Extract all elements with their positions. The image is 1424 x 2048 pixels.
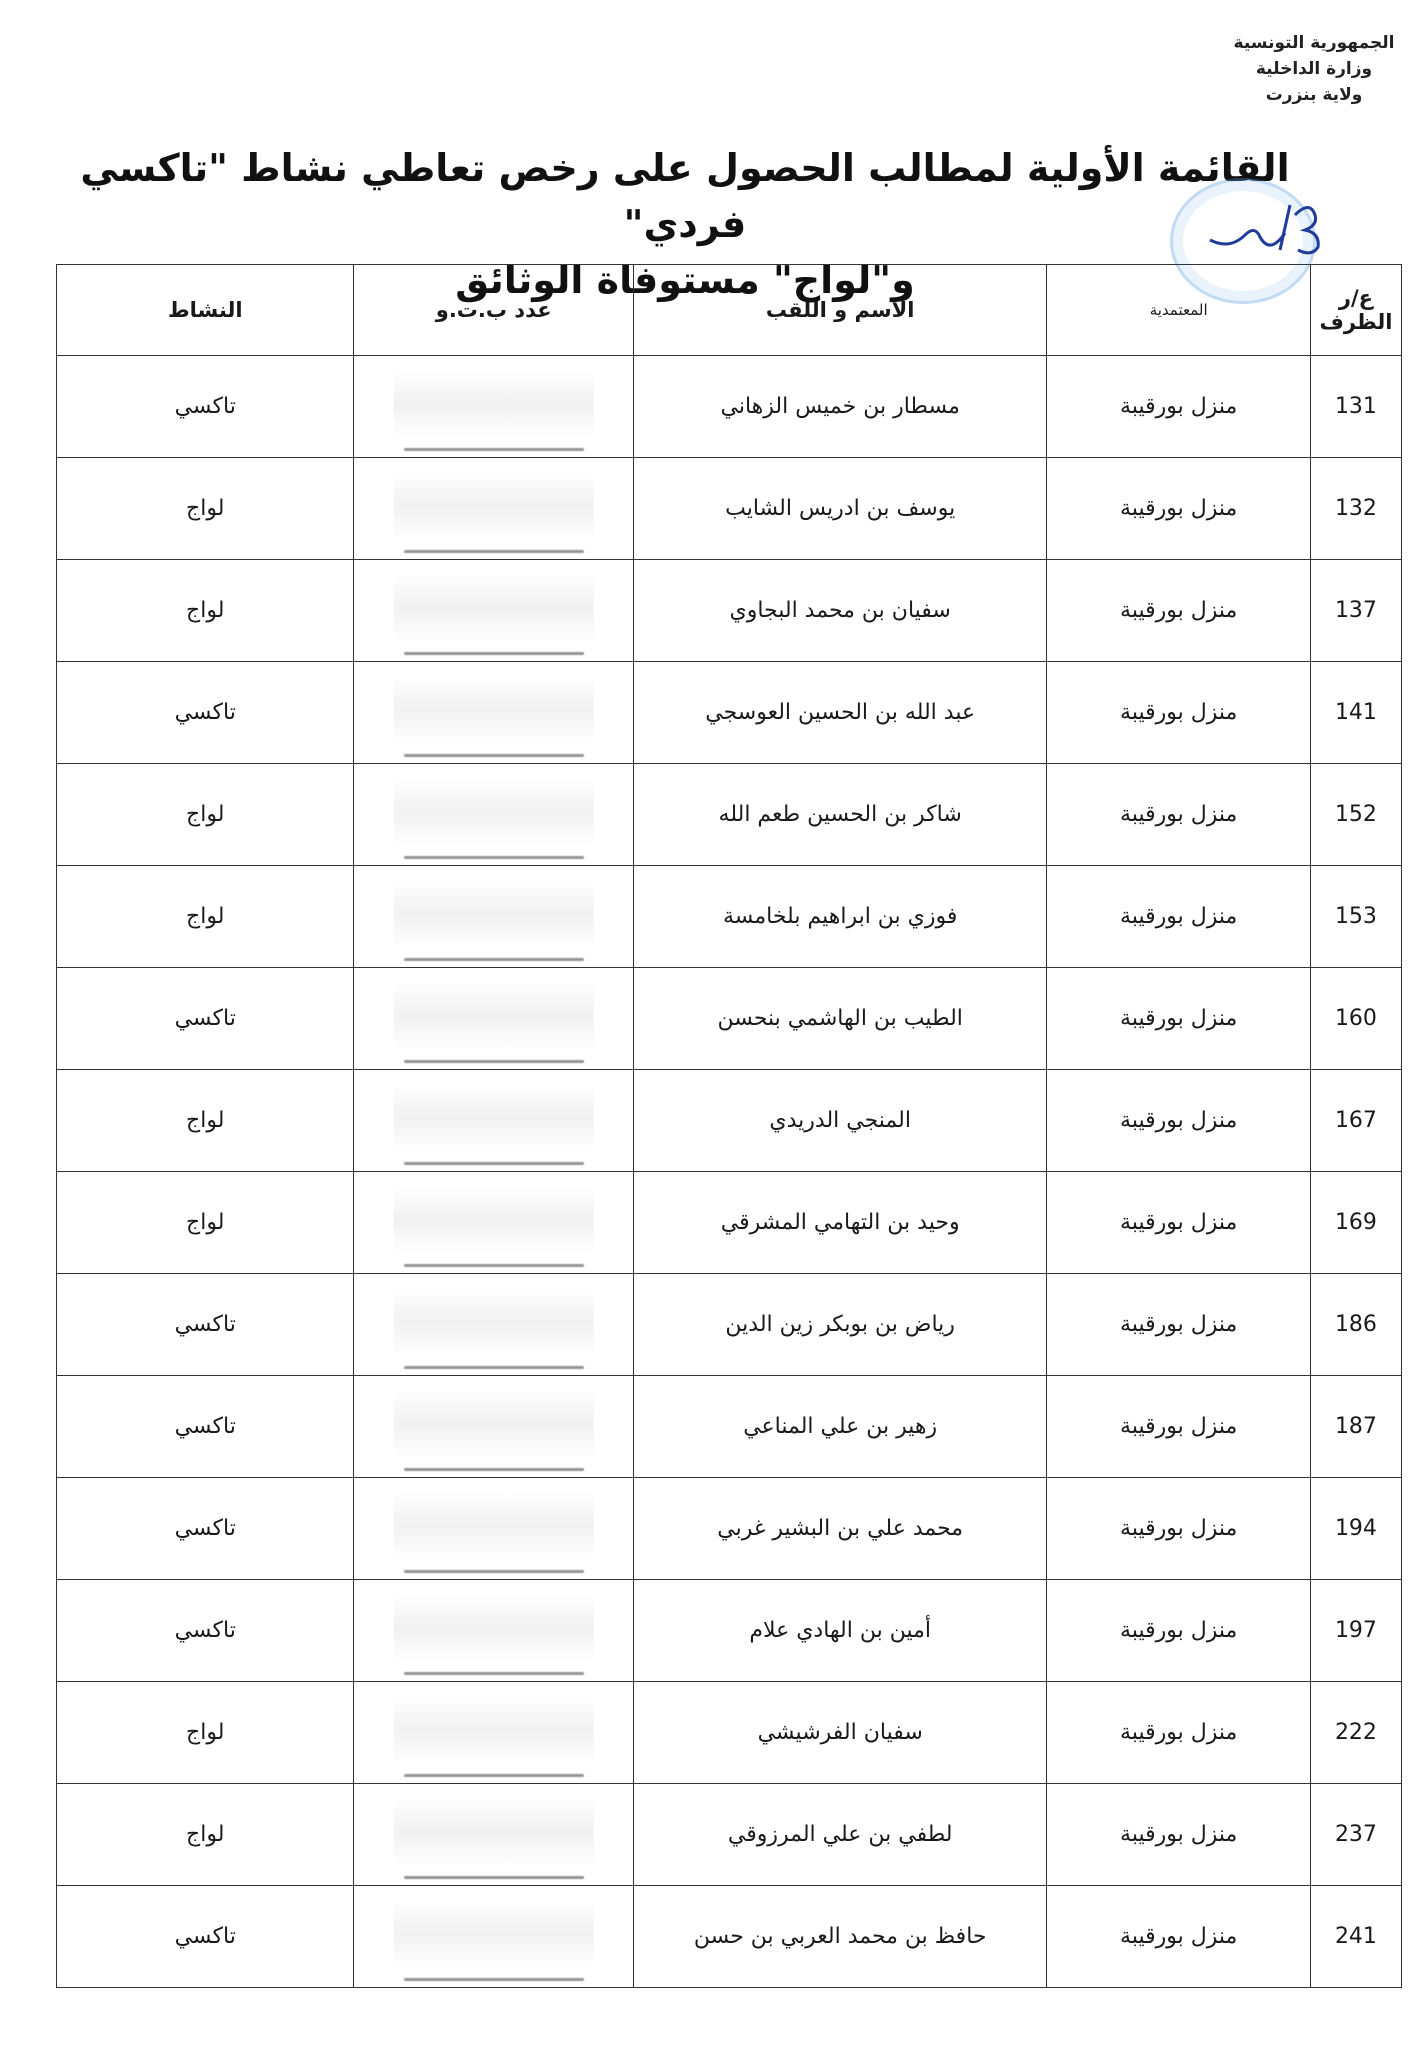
table-row <box>57 458 1402 560</box>
redacted-id-blur <box>394 369 594 439</box>
row-activity: لواج <box>57 1682 354 1784</box>
row-name: زهير بن علي المناعي <box>633 1376 1047 1478</box>
table-row <box>57 866 1402 968</box>
header-name: الاسم و اللقب <box>633 265 1047 356</box>
row-id-redacted <box>354 1886 633 1988</box>
row-name: أمين بن الهادي علام <box>633 1580 1047 1682</box>
row-id-redacted <box>354 662 633 764</box>
row-delegation: منزل بورقيبة <box>1047 1580 1310 1682</box>
row-id-redacted <box>354 764 633 866</box>
row-id-redacted <box>354 1172 633 1274</box>
row-activity: لواج <box>57 764 354 866</box>
handwritten-signature <box>1200 195 1340 275</box>
row-id-redacted <box>354 1784 633 1886</box>
row-id-redacted <box>354 1580 633 1682</box>
row-num: 241 <box>1310 1886 1401 1988</box>
table-row <box>57 1784 1402 1886</box>
header-id: عدد ب.ت.و <box>354 265 633 356</box>
row-id-redacted <box>354 1070 633 1172</box>
row-num: 187 <box>1310 1376 1401 1478</box>
letterhead <box>1224 30 1404 108</box>
row-delegation: منزل بورقيبة <box>1047 458 1310 560</box>
row-delegation: منزل بورقيبة <box>1047 1886 1310 1988</box>
table-row <box>57 1580 1402 1682</box>
row-id-redacted <box>354 458 633 560</box>
applicants-table <box>56 264 1402 1988</box>
row-id-redacted <box>354 1376 633 1478</box>
header-num: ع/ر الظرف <box>1310 265 1401 356</box>
row-num: 153 <box>1310 866 1401 968</box>
title-line-2: و"لواج" مستوفاة الوثائق <box>455 258 915 302</box>
redacted-id-blur <box>394 1899 594 1969</box>
row-activity: تاكسي <box>57 1886 354 1988</box>
row-id-redacted <box>354 1274 633 1376</box>
row-name: لطفي بن علي المرزوقي <box>633 1784 1047 1886</box>
row-activity: لواج <box>57 458 354 560</box>
redacted-id-blur <box>394 1287 594 1357</box>
header-activity: النشاط <box>57 265 354 356</box>
row-name: شاكر بن الحسين طعم الله <box>633 764 1047 866</box>
table-row <box>57 968 1402 1070</box>
row-activity: لواج <box>57 560 354 662</box>
row-delegation: منزل بورقيبة <box>1047 968 1310 1070</box>
row-name: سفيان الفرشيشي <box>633 1682 1047 1784</box>
row-num: 167 <box>1310 1070 1401 1172</box>
header-delegation: المعتمدية <box>1047 265 1310 356</box>
row-delegation: منزل بورقيبة <box>1047 1682 1310 1784</box>
row-delegation: منزل بورقيبة <box>1047 764 1310 866</box>
row-activity: تاكسي <box>57 1274 354 1376</box>
redacted-id-blur <box>394 981 594 1051</box>
row-name: رياض بن بوبكر زين الدين <box>633 1274 1047 1376</box>
row-id-redacted <box>354 968 633 1070</box>
row-name: مسطار بن خميس الزهاني <box>633 356 1047 458</box>
row-delegation: منزل بورقيبة <box>1047 1784 1310 1886</box>
redacted-id-blur <box>394 675 594 745</box>
row-name: عبد الله بن الحسين العوسجي <box>633 662 1047 764</box>
letterhead-country: الجمهورية التونسية <box>1233 33 1395 53</box>
row-name: فوزي بن ابراهيم بلخامسة <box>633 866 1047 968</box>
redacted-id-blur <box>394 471 594 541</box>
row-name: محمد علي بن البشير غربي <box>633 1478 1047 1580</box>
table-row <box>57 1478 1402 1580</box>
row-name: وحيد بن التهامي المشرقي <box>633 1172 1047 1274</box>
row-id-redacted <box>354 1478 633 1580</box>
row-num: 137 <box>1310 560 1401 662</box>
row-id-redacted <box>354 1682 633 1784</box>
row-delegation: منزل بورقيبة <box>1047 356 1310 458</box>
row-id-redacted <box>354 866 633 968</box>
redacted-id-blur <box>394 1797 594 1867</box>
title-line-1: القائمة الأولية لمطالب الحصول على رخص تعاطي نشاط "تاكسي فردي" <box>80 146 1290 246</box>
row-name: سفيان بن محمد البجاوي <box>633 560 1047 662</box>
row-num: 160 <box>1310 968 1401 1070</box>
row-delegation: منزل بورقيبة <box>1047 1376 1310 1478</box>
row-activity: تاكسي <box>57 968 354 1070</box>
row-activity: تاكسي <box>57 1376 354 1478</box>
table-row <box>57 1682 1402 1784</box>
row-activity: تاكسي <box>57 356 354 458</box>
row-num: 152 <box>1310 764 1401 866</box>
row-activity: تاكسي <box>57 1580 354 1682</box>
row-activity: تاكسي <box>57 662 354 764</box>
letterhead-ministry: وزارة الداخلية <box>1255 59 1373 79</box>
table-header-row <box>57 265 1402 356</box>
table-row <box>57 1070 1402 1172</box>
row-delegation: منزل بورقيبة <box>1047 1172 1310 1274</box>
table-row <box>57 1274 1402 1376</box>
table-row <box>57 1172 1402 1274</box>
row-activity: لواج <box>57 1070 354 1172</box>
redacted-id-blur <box>394 1491 594 1561</box>
redacted-id-blur <box>394 1389 594 1459</box>
row-name: المنجي الدريدي <box>633 1070 1047 1172</box>
row-activity: لواج <box>57 1172 354 1274</box>
row-num: 194 <box>1310 1478 1401 1580</box>
row-name: يوسف بن ادريس الشايب <box>633 458 1047 560</box>
row-num: 132 <box>1310 458 1401 560</box>
row-num: 141 <box>1310 662 1401 764</box>
row-num: 197 <box>1310 1580 1401 1682</box>
redacted-id-blur <box>394 1593 594 1663</box>
row-num: 131 <box>1310 356 1401 458</box>
letterhead-governorate: ولاية بنزرت <box>1265 85 1363 105</box>
table-row <box>57 356 1402 458</box>
row-delegation: منزل بورقيبة <box>1047 866 1310 968</box>
redacted-id-blur <box>394 1695 594 1765</box>
row-name: الطيب بن الهاشمي بنحسن <box>633 968 1047 1070</box>
table-row <box>57 1886 1402 1988</box>
row-id-redacted <box>354 356 633 458</box>
row-activity: لواج <box>57 1784 354 1886</box>
table-row <box>57 662 1402 764</box>
row-delegation: منزل بورقيبة <box>1047 662 1310 764</box>
table-row <box>57 1376 1402 1478</box>
redacted-id-blur <box>394 1185 594 1255</box>
row-delegation: منزل بورقيبة <box>1047 1478 1310 1580</box>
row-name: حافظ بن محمد العربي بن حسن <box>633 1886 1047 1988</box>
row-num: 186 <box>1310 1274 1401 1376</box>
row-num: 222 <box>1310 1682 1401 1784</box>
row-activity: لواج <box>57 866 354 968</box>
row-num: 237 <box>1310 1784 1401 1886</box>
row-delegation: منزل بورقيبة <box>1047 1070 1310 1172</box>
row-delegation: منزل بورقيبة <box>1047 1274 1310 1376</box>
table-row <box>57 560 1402 662</box>
redacted-id-blur <box>394 777 594 847</box>
table-row <box>57 764 1402 866</box>
row-num: 169 <box>1310 1172 1401 1274</box>
row-id-redacted <box>354 560 633 662</box>
redacted-id-blur <box>394 573 594 643</box>
redacted-id-blur <box>394 879 594 949</box>
redacted-id-blur <box>394 1083 594 1153</box>
row-activity: تاكسي <box>57 1478 354 1580</box>
row-delegation: منزل بورقيبة <box>1047 560 1310 662</box>
